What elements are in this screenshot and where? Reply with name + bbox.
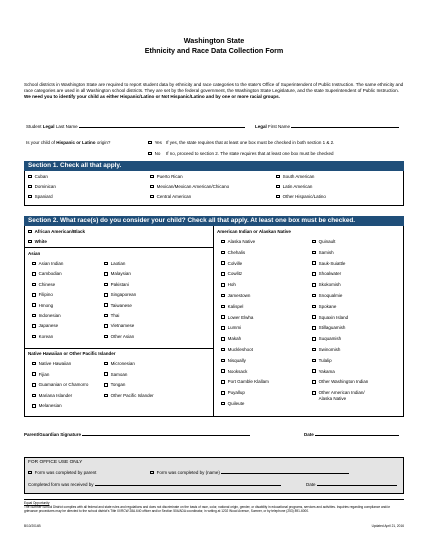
other-american-indian-checkbox[interactable] bbox=[312, 391, 316, 395]
taiwanese-checkbox[interactable] bbox=[104, 303, 108, 307]
option-label: Vietnamese bbox=[110, 323, 135, 329]
snoqualmie-checkbox[interactable] bbox=[312, 294, 316, 298]
option-label: Quileute bbox=[227, 401, 245, 406]
option-label: Taiwanese bbox=[110, 302, 132, 308]
option-label: Other Washington Indian bbox=[318, 379, 369, 385]
footer-rule bbox=[24, 499, 404, 500]
yakama-checkbox[interactable] bbox=[312, 369, 316, 373]
kalispel-checkbox[interactable] bbox=[221, 305, 225, 309]
sauk-suiattle-checkbox[interactable] bbox=[312, 261, 316, 265]
option-malaysian bbox=[104, 271, 131, 277]
option-label: Stillaguamish bbox=[318, 325, 346, 331]
option-thai bbox=[104, 313, 119, 319]
option-cambodian bbox=[32, 271, 62, 277]
option-label: Fijian bbox=[38, 371, 50, 377]
other-hispanic-latino-checkbox[interactable] bbox=[276, 195, 280, 199]
mariana-islander-checkbox[interactable] bbox=[32, 394, 36, 398]
option-guamanian-or-chamorro bbox=[32, 382, 88, 388]
shoalwater-checkbox[interactable] bbox=[312, 272, 316, 276]
option-label: Hoh bbox=[227, 282, 236, 288]
option-tulalip bbox=[312, 358, 332, 364]
option-label: Shoalwater bbox=[318, 271, 342, 277]
option-label: Puerto Rican bbox=[156, 174, 183, 179]
option-label: Native Hawaiian bbox=[38, 361, 72, 366]
form-title: Washington State bbox=[183, 36, 245, 45]
lummi-checkbox[interactable] bbox=[221, 326, 225, 330]
section1-header: Section 1. Check all that apply. bbox=[24, 161, 404, 171]
option-label: Skokomish bbox=[318, 282, 341, 288]
option-label: Samish bbox=[318, 249, 334, 255]
option-alaska-native bbox=[221, 239, 255, 245]
option-label: Cuban bbox=[34, 174, 48, 179]
mexican-mexican-american-chicano-checkbox[interactable] bbox=[150, 185, 154, 189]
option-asian-indian bbox=[32, 261, 63, 267]
equal-opportunity-text: The Sumner School District complies with all federal and state rules and regulations and does not discriminate on the basis of race, color, national origin, gender, or disability in educational programs, services and activities. Inquiries regarding compliance and/or grievance procedures may be directed to the school district's Title IX/RCW 28A.640 officer and/or Section 504/ADA coordinator, in writing at 1202 Wood Avenue, Sumner, or by telephone (253) 891-6000. bbox=[24, 505, 391, 513]
option-label: Hmong bbox=[38, 302, 54, 308]
option-label: Other Pacific Islander bbox=[110, 392, 154, 398]
muckleshoot-checkbox[interactable] bbox=[221, 348, 225, 352]
option-other-washington-indian bbox=[312, 379, 368, 385]
option-shoalwater bbox=[312, 271, 341, 277]
option-label: Quinault bbox=[318, 239, 336, 244]
indonesian-checkbox[interactable] bbox=[32, 314, 36, 318]
option-japanese bbox=[32, 323, 58, 329]
option-label: Chinese bbox=[38, 281, 56, 287]
office-by-name-row: Form was completed by (name) bbox=[150, 470, 349, 476]
quinault-checkbox[interactable] bbox=[312, 240, 316, 244]
option-quinault bbox=[312, 239, 335, 245]
other-asian-checkbox[interactable] bbox=[104, 335, 108, 339]
malaysian-checkbox[interactable] bbox=[104, 272, 108, 276]
nhpi-heading: Native Hawaiian or Other Pacific Islander bbox=[28, 351, 116, 356]
option-label: Pakistani bbox=[110, 281, 129, 287]
option-label: Yakama bbox=[318, 368, 335, 374]
option-label: Tongan bbox=[110, 382, 126, 388]
option-yakama bbox=[312, 369, 335, 375]
option-label: Cowlitz bbox=[227, 271, 243, 277]
option-lummi bbox=[221, 325, 241, 331]
squaxin-island-checkbox[interactable] bbox=[312, 315, 316, 319]
signature-date-row: Date bbox=[304, 432, 399, 438]
office-date-field[interactable] bbox=[317, 485, 397, 486]
option-label: Filipino bbox=[38, 292, 53, 298]
option-suquamish bbox=[312, 336, 341, 342]
cuban-checkbox[interactable] bbox=[28, 175, 32, 179]
option-label: South American bbox=[282, 174, 315, 179]
puyallup-checkbox[interactable] bbox=[221, 391, 225, 395]
option-fijian bbox=[32, 372, 49, 378]
option-dominican bbox=[28, 184, 56, 190]
skokomish-checkbox[interactable] bbox=[312, 283, 316, 287]
chehalis-checkbox[interactable] bbox=[221, 251, 225, 255]
section2-divider bbox=[213, 226, 214, 417]
equal-opportunity-title: Equal Opportunity bbox=[24, 501, 50, 505]
option-label: Micronesian bbox=[110, 361, 135, 366]
port-gamble-klallam-checkbox[interactable] bbox=[221, 380, 225, 384]
other-washington-indian-checkbox[interactable] bbox=[312, 380, 316, 384]
option-central-american bbox=[150, 194, 191, 200]
option-label: Alaska Native bbox=[318, 395, 347, 401]
option-label: Dominican bbox=[34, 184, 56, 189]
first-name-field[interactable] bbox=[291, 127, 399, 128]
lower-elwha-checkbox[interactable] bbox=[221, 315, 225, 319]
aian-heading: American Indian or Alaskan Native bbox=[217, 229, 291, 234]
micronesian-checkbox[interactable] bbox=[104, 362, 108, 366]
last-name-field[interactable] bbox=[79, 127, 245, 128]
option-label: Makah bbox=[227, 336, 242, 342]
hoh-checkbox[interactable] bbox=[221, 283, 225, 287]
form-id: B/10/2014B bbox=[24, 524, 41, 528]
option-label: Nisqually bbox=[227, 357, 246, 363]
singaporean-checkbox[interactable] bbox=[104, 293, 108, 297]
option-label: Cambodian bbox=[38, 271, 62, 277]
samoan-checkbox[interactable] bbox=[104, 372, 108, 376]
option-label: Samoan bbox=[110, 371, 128, 377]
option-other-asian bbox=[104, 334, 134, 340]
option-quileute bbox=[221, 401, 244, 407]
nhpi-divider bbox=[24, 348, 213, 349]
option-spokane bbox=[312, 304, 336, 310]
option-label: Lower Elwha bbox=[227, 314, 254, 320]
option-label: Squaxin Island bbox=[318, 314, 349, 320]
option-label: Swinomish bbox=[318, 347, 341, 352]
guamanian-or-chamorro-checkbox[interactable] bbox=[32, 383, 36, 387]
option-label: Laotian bbox=[110, 261, 126, 266]
option-label: Mariana Islander bbox=[38, 392, 73, 398]
white-checkbox[interactable] bbox=[28, 240, 32, 244]
makah-checkbox[interactable] bbox=[221, 337, 225, 341]
option-skokomish bbox=[312, 282, 341, 288]
option-vietnamese bbox=[104, 323, 134, 329]
fijian-checkbox[interactable] bbox=[32, 372, 36, 376]
option-hoh bbox=[221, 282, 236, 288]
hispanic-no-checkbox[interactable] bbox=[148, 152, 152, 156]
laotian-checkbox[interactable] bbox=[104, 262, 108, 266]
option-label: Indonesian bbox=[38, 313, 61, 318]
option-latin-american bbox=[276, 184, 312, 190]
puerto-rican-checkbox[interactable] bbox=[150, 175, 154, 179]
cowlitz-checkbox[interactable] bbox=[221, 272, 225, 276]
option-muckleshoot bbox=[221, 347, 253, 353]
option-label: Guamanian or Chamorro bbox=[38, 382, 89, 388]
option-label: Spaniard bbox=[34, 194, 53, 199]
option-mariana-islander bbox=[32, 393, 72, 399]
option-label: Jamestown bbox=[227, 293, 251, 298]
office-date-row: Date bbox=[306, 482, 397, 488]
jamestown-checkbox[interactable] bbox=[221, 294, 225, 298]
option-tongan bbox=[104, 382, 125, 388]
option-label: Nooksack bbox=[227, 368, 248, 374]
intro-text: School districts in Washington State are required to report student data by ethnicity and race categories to the state's Office of Superintendent of Public Instruction. The same ethnicity and race categories are used in all Washington school districts. They are set by the federal government, the Washington State Legislature, and the state Superintendent of Public Instruction. bbox=[24, 82, 404, 94]
option-label: Japanese bbox=[38, 323, 59, 329]
japanese-checkbox[interactable] bbox=[32, 324, 36, 328]
option-label: Snoqualmie bbox=[318, 293, 343, 298]
option-colville bbox=[221, 261, 242, 267]
completed-by-parent-checkbox[interactable] bbox=[28, 471, 32, 475]
suquamish-checkbox[interactable] bbox=[312, 337, 316, 341]
option-puerto-rican bbox=[150, 174, 183, 180]
form-subtitle: Ethnicity and Race Data Collection Form bbox=[144, 46, 284, 55]
intro-paragraph bbox=[24, 82, 404, 100]
option-taiwanese bbox=[104, 303, 132, 309]
option-puyallup bbox=[221, 390, 245, 396]
office-by-parent-row: Form was completed by parent bbox=[28, 470, 96, 476]
option-micronesian bbox=[104, 361, 135, 367]
option-jamestown bbox=[221, 293, 250, 299]
option-mexican-mexican-american-chicano bbox=[150, 184, 229, 190]
option-label: Other Asian bbox=[110, 333, 135, 339]
option-label: Korean bbox=[38, 333, 54, 339]
option-lower-elwha bbox=[221, 315, 253, 321]
hmong-checkbox[interactable] bbox=[32, 303, 36, 307]
asian-divider bbox=[24, 247, 213, 248]
option-korean bbox=[32, 334, 53, 340]
race-white: White bbox=[28, 239, 47, 245]
spokane-checkbox[interactable] bbox=[312, 305, 316, 309]
option-alaska-native bbox=[312, 396, 346, 402]
option-label: Thai bbox=[110, 313, 120, 318]
tongan-checkbox[interactable] bbox=[104, 383, 108, 387]
south-american-checkbox[interactable] bbox=[276, 175, 280, 179]
option-south-american bbox=[276, 174, 314, 180]
option-nisqually bbox=[221, 358, 246, 364]
section2-header: Section 2. What race(s) do you consider your child? Check all that apply. At least one box must be checked. bbox=[24, 216, 404, 226]
option-laotian bbox=[104, 261, 125, 267]
tulalip-checkbox[interactable] bbox=[312, 359, 316, 363]
hispanic-yes-note: If yes, the state requires that at least one box must be checked in both section 1 & 2. bbox=[166, 140, 335, 145]
signature-date-field[interactable] bbox=[315, 435, 399, 436]
option-label: Muckleshoot bbox=[227, 347, 253, 352]
option-swinomish bbox=[312, 347, 340, 353]
option-label: Port Gamble Klallam bbox=[227, 379, 269, 385]
hispanic-question: Is your child of Hispanic or Latino origin? bbox=[26, 140, 111, 145]
completed-by-name-checkbox[interactable] bbox=[150, 471, 154, 475]
option-label: Colville bbox=[227, 260, 243, 266]
option-label: Tulalip bbox=[318, 357, 332, 363]
melanesian-checkbox[interactable] bbox=[32, 404, 36, 408]
nisqually-checkbox[interactable] bbox=[221, 359, 225, 363]
completed-by-name-field[interactable] bbox=[221, 473, 349, 474]
option-makah bbox=[221, 336, 241, 342]
option-label: Asian Indian bbox=[38, 261, 64, 266]
native-hawaiian-checkbox[interactable] bbox=[32, 362, 36, 366]
option-label: Spokane bbox=[318, 303, 337, 309]
other-pacific-islander-checkbox[interactable] bbox=[104, 394, 108, 398]
option-samish bbox=[312, 250, 334, 256]
option-nooksack bbox=[221, 369, 247, 375]
signature-field[interactable] bbox=[82, 435, 250, 436]
hispanic-no-row: No bbox=[148, 151, 160, 157]
received-by-field[interactable] bbox=[95, 485, 281, 486]
option-hmong bbox=[32, 303, 53, 309]
signature-row: Parent/Guardian Signature bbox=[24, 432, 250, 438]
filipino-checkbox[interactable] bbox=[32, 293, 36, 297]
updated-date: Updated April 21, 2016 bbox=[371, 524, 404, 528]
student-name-row: Student Legal Last Name bbox=[26, 124, 245, 130]
option-label: Central American bbox=[156, 194, 192, 199]
option-label: Other Hispanic/Latino bbox=[282, 194, 326, 199]
option-label: Kalispel bbox=[227, 303, 244, 309]
cambodian-checkbox[interactable] bbox=[32, 272, 36, 276]
option-chehalis bbox=[221, 250, 245, 256]
option-chinese bbox=[32, 282, 55, 288]
thai-checkbox[interactable] bbox=[104, 314, 108, 318]
option-squaxin-island bbox=[312, 315, 348, 321]
option-native-hawaiian bbox=[32, 361, 71, 367]
option-label: Malaysian bbox=[110, 271, 131, 277]
option-stillaguamish bbox=[312, 325, 345, 331]
option-pakistani bbox=[104, 282, 129, 288]
option-label: Alaska Native bbox=[227, 239, 256, 244]
intro-bold-text: We need you to identify your child as either Hispanic/Latino or Not Hispanic/Latino and by one or more racial groups. bbox=[24, 94, 280, 100]
alaska-native-checkbox[interactable] bbox=[221, 240, 225, 244]
option-samoan bbox=[104, 372, 127, 378]
option-label: Singaporean bbox=[110, 292, 137, 298]
option-filipino bbox=[32, 292, 53, 298]
korean-checkbox[interactable] bbox=[32, 335, 36, 339]
option-other-pacific-islander bbox=[104, 393, 154, 399]
asian-heading: Asian bbox=[28, 251, 41, 256]
option-singaporean bbox=[104, 292, 136, 298]
central-american-checkbox[interactable] bbox=[150, 195, 154, 199]
option-indonesian bbox=[32, 313, 61, 319]
dominican-checkbox[interactable] bbox=[28, 185, 32, 189]
option-label: Puyallup bbox=[227, 390, 245, 396]
option-label: Other American Indian/ bbox=[318, 390, 365, 396]
option-label: Chehalis bbox=[227, 249, 246, 255]
option-label: Suquamish bbox=[318, 336, 342, 342]
asian-indian-checkbox[interactable] bbox=[32, 262, 36, 266]
nooksack-checkbox[interactable] bbox=[221, 369, 225, 373]
samish-checkbox[interactable] bbox=[312, 251, 316, 255]
latin-american-checkbox[interactable] bbox=[276, 185, 280, 189]
first-name-row: Legal First Name bbox=[255, 124, 399, 130]
option-other-hispanic-latino bbox=[276, 194, 326, 200]
spaniard-checkbox[interactable] bbox=[28, 195, 32, 199]
option-label: Latin American bbox=[282, 184, 313, 189]
african-american-checkbox[interactable] bbox=[28, 230, 32, 234]
quileute-checkbox[interactable] bbox=[221, 402, 225, 406]
hispanic-yes-row: Yes bbox=[148, 140, 162, 146]
option-label: Lummi bbox=[227, 325, 242, 331]
hispanic-yes-checkbox[interactable] bbox=[148, 141, 152, 145]
stillaguamish-checkbox[interactable] bbox=[312, 326, 316, 330]
pakistani-checkbox[interactable] bbox=[104, 283, 108, 287]
option-label: Melanesian bbox=[38, 403, 62, 409]
race-african-american: African American/Black bbox=[28, 229, 85, 235]
vietnamese-checkbox[interactable] bbox=[104, 324, 108, 328]
swinomish-checkbox[interactable] bbox=[312, 348, 316, 352]
chinese-checkbox[interactable] bbox=[32, 283, 36, 287]
colville-checkbox[interactable] bbox=[221, 261, 225, 265]
office-use-title: FOR OFFICE USE ONLY bbox=[28, 460, 83, 465]
option-label: Sauk-Suiattle bbox=[318, 260, 346, 266]
office-received-row: Completed form was received by bbox=[28, 482, 281, 488]
hispanic-no-note: If no, proceed to section 2. The state requires that at least one box must be checked bbox=[166, 151, 334, 156]
option-cowlitz bbox=[221, 271, 242, 277]
option-snoqualmie bbox=[312, 293, 342, 299]
option-spaniard bbox=[28, 194, 53, 200]
option-cuban bbox=[28, 174, 48, 180]
option-kalispel bbox=[221, 304, 243, 310]
option-melanesian bbox=[32, 403, 62, 409]
option-sauk-suiattle bbox=[312, 261, 345, 267]
option-port-gamble-klallam bbox=[221, 379, 269, 385]
option-label: Mexican/Mexican American/Chicano bbox=[156, 184, 230, 189]
